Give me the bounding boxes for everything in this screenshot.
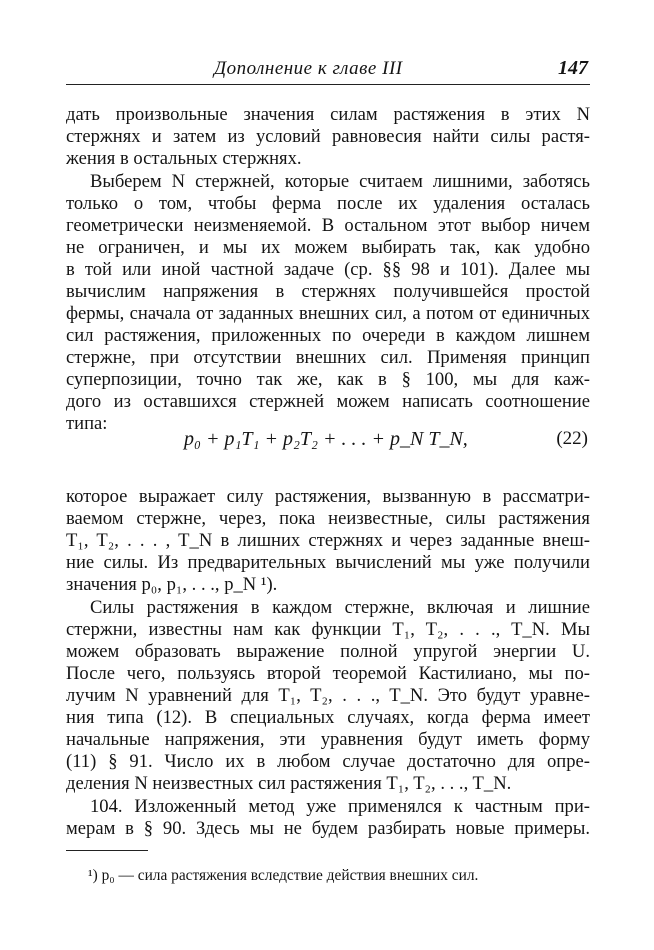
text-line: типа:: [66, 413, 108, 434]
text-line: вычислим напряжения в стержнях получившейся простой: [66, 281, 590, 302]
running-title: Дополнение к главе III: [214, 58, 403, 79]
text-line: мерам в § 90. Здесь мы не будем разбирать новые примеры.: [66, 818, 590, 839]
text-line: Выберем N стержней, которые считаем лишними, заботясь: [90, 171, 590, 192]
text-line: дать произвольные значения силам растяжения в этих N: [66, 104, 590, 125]
footnote: ¹) p₀ — сила растяжения вследствие действия внешних сил.: [88, 867, 479, 884]
text-line: ваемом стержне, через, пока неизвестные, силы растяжения: [66, 508, 590, 529]
text-line: стержнях и затем из условий равновесия найти силы растя-: [66, 126, 590, 147]
text-line: можем образовать выражение полной упругой энергии U.: [66, 641, 590, 662]
text-line: дого из оставшихся стержней можем написать соотношение: [66, 391, 590, 412]
equation-22: [66, 428, 590, 454]
text-line: лучим N уравнений для T₁, T₂, . . ., T_N. Это будут уравне-: [66, 685, 590, 706]
text-line: Силы растяжения в каждом стержне, включая и лишние: [90, 597, 590, 618]
text-line: (11) § 91. Число их в любом случае достаточно для опре-: [66, 751, 590, 772]
text-line: не ограничен, и мы их можем выбирать так, как удобно: [66, 237, 590, 258]
text-line: ние силы. Из предварительных вычислений мы уже получили: [66, 552, 590, 573]
text-line: деления N неизвестных сил растяжения T₁, T₂, . . ., T_N.: [66, 773, 512, 794]
equation-number: (22): [556, 428, 588, 449]
text-line: фермы, сначала от заданных внешних сил, а потом от единичных: [66, 303, 590, 324]
section-104-line: 104. Изложенный метод уже применялся к частным при-: [90, 796, 590, 817]
text-line: значения p₀, p₁, . . ., p_N ¹).: [66, 574, 278, 595]
footnote-rule: [66, 850, 148, 851]
text-line: которое выражает силу растяжения, вызванную в рассматри-: [66, 486, 590, 507]
equation-formula: p₀ + p₁T₁ + p₂T₂ + . . . + p_N T_N,: [184, 428, 468, 450]
text-line: сил растяжения, приложенных по очереди в каждом лишнем: [66, 325, 590, 346]
text-line: суперпозиции, точно так же, как в § 100, мы для каж-: [66, 369, 590, 390]
text-line: ния типа (12). В специальных случаях, когда ферма имеет: [66, 707, 590, 728]
page-header: [66, 56, 590, 85]
text-line: После чего, пользуясь второй теоремой Кастилиано, мы по-: [66, 663, 590, 684]
page-number: 147: [558, 57, 588, 79]
text-line: стержни, известны нам как функции T₁, T₂, . . ., T_N. Мы: [66, 619, 590, 640]
text-line: жения в остальных стержнях.: [66, 148, 302, 169]
text-line: T₁, T₂, . . . , T_N в лишних стержнях и через заданные внеш-: [66, 530, 590, 551]
text-line: в той или иной частной задаче (ср. §§ 98 и 101). Далее мы: [66, 259, 590, 280]
text-line: только о том, чтобы ферма после их удаления осталась: [66, 193, 590, 214]
text-line: начальные напряжения, эти уравнения будут иметь форму: [66, 729, 590, 750]
text-line: стержне, при отсутствии внешних сил. Применяя принцип: [66, 347, 590, 368]
text-line: геометрически неизменяемой. В остальном этот выбор ничем: [66, 215, 590, 236]
